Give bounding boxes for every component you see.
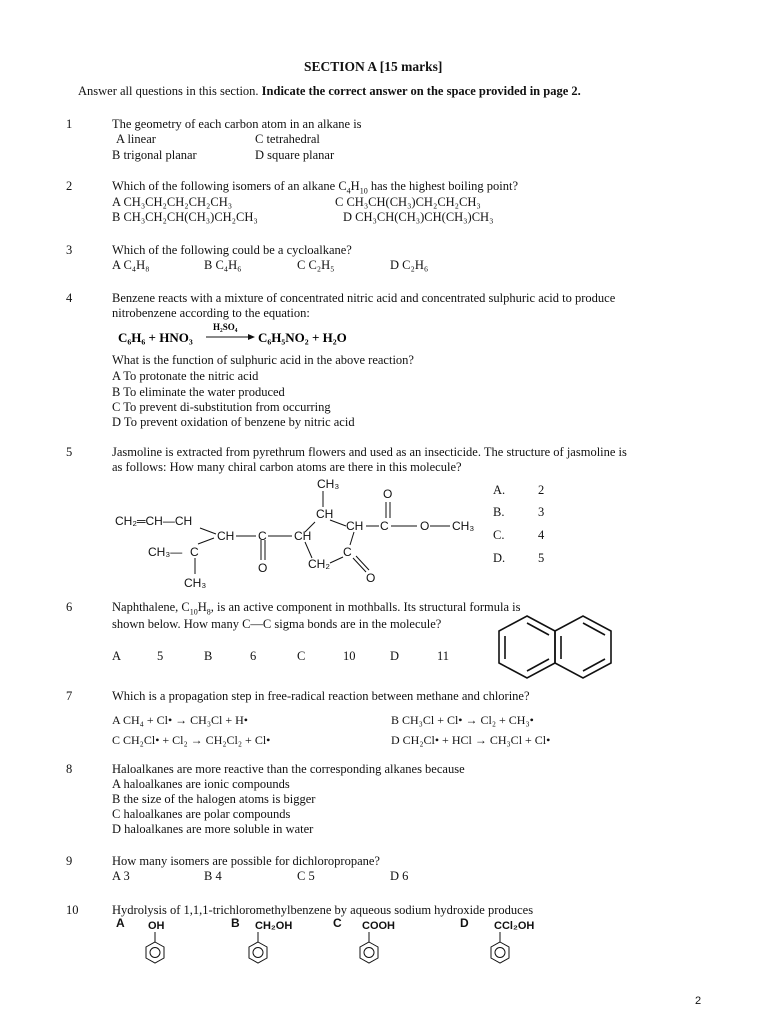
- option-b-value: 6: [250, 649, 257, 663]
- svg-text:C₆H₆ + HNO₃: C₆H₆ + HNO₃: [118, 330, 193, 345]
- question-number: 9: [66, 854, 73, 868]
- option-a: A To protonate the nitric acid: [112, 369, 259, 383]
- option-c: C CH₃CH(CH₃)CH₂CH₂CH₃: [335, 195, 481, 209]
- option-b: B CH₃Cl + Cl• → Cl₂ + CH₃•: [391, 713, 534, 727]
- option-d: D: [390, 649, 400, 663]
- option-value: 2: [538, 483, 545, 497]
- option-label: C.: [493, 528, 505, 542]
- label-ch3-bottom: CH₃: [184, 576, 207, 590]
- section-title: SECTION A [15 marks]: [304, 59, 443, 74]
- naphthalene-structure: [496, 612, 620, 684]
- option-value: 4: [538, 528, 545, 542]
- benzene-ring-a: [146, 932, 164, 963]
- page-number: 2: [695, 995, 702, 1007]
- question-text: Haloalkanes are more reactive than the corresponding alkanes because: [112, 762, 465, 776]
- question-number: 7: [66, 689, 73, 703]
- section-instruction: Answer all questions in this section. Indicate the correct answer on the space provided in page 2.: [78, 84, 581, 98]
- option-b: B To eliminate the water produced: [112, 385, 285, 399]
- question-number: 3: [66, 243, 73, 257]
- label-ch: CH: [316, 507, 334, 521]
- reaction-equation: [118, 320, 378, 350]
- label-chain: CH₂═CH—CH: [115, 514, 193, 528]
- option-value: 5: [538, 551, 545, 565]
- option-d: D To prevent oxidation of benzene by nitric acid: [112, 415, 355, 429]
- label-o-ester: O: [420, 519, 430, 533]
- option-b: B CH₃CH₂CH(CH₃)CH₂CH₃: [112, 210, 258, 224]
- question-number: 4: [66, 291, 73, 305]
- question-text: The geometry of each carbon atom in an alkane is: [112, 117, 362, 131]
- label-o-bottom: O: [258, 561, 268, 575]
- label-o-top: O: [383, 487, 393, 501]
- option-b-label: B: [231, 916, 240, 930]
- option-d: D square planar: [255, 148, 335, 162]
- option-b: B the size of the halogen atoms is bigger: [112, 792, 316, 806]
- label-c-ring: C: [343, 545, 352, 559]
- question-subtext: What is the function of sulphuric acid in the above reaction?: [112, 353, 414, 367]
- option-b: B: [204, 649, 213, 663]
- jasmoline-structure: [110, 474, 490, 594]
- option-a-group: OH: [148, 920, 165, 932]
- option-b: B trigonal planar: [112, 148, 197, 162]
- option-a: A C₄H₈: [112, 258, 150, 272]
- question-text: Jasmoline is extracted from pyrethrum flowers and used as an insecticide. The structure of jasmoline is: [112, 445, 627, 459]
- benzene-ring-b: [249, 932, 267, 963]
- label-ch-right: CH: [346, 519, 364, 533]
- option-d: D C₂H₆: [390, 258, 429, 272]
- question-text-cont: as follows: How many chiral carbon atoms are there in this molecule?: [112, 460, 462, 474]
- option-a: A 3: [112, 869, 130, 883]
- label-o-ring: O: [366, 571, 376, 585]
- option-c: C C₂H₅: [297, 258, 335, 272]
- option-d: D CH₂Cl• + HCl → CH₃Cl + Cl•: [391, 733, 551, 747]
- question-number: 6: [66, 600, 73, 614]
- benzene-ring-d: [491, 932, 509, 963]
- option-a: A CH₃CH₂CH₂CH₂CH₃: [112, 195, 233, 209]
- option-label: D.: [493, 551, 506, 565]
- question-text: How many isomers are possible for dichloropropane?: [112, 854, 380, 868]
- question-text: Which is a propagation step in free-radical reaction between methane and chlorine?: [112, 689, 530, 703]
- option-value: 3: [538, 505, 545, 519]
- question-text: Naphthalene, $C_{10}H_8$, is an active component in mothballs. Its structural formula is: [112, 600, 521, 617]
- benzene-ring-c: [360, 932, 378, 963]
- option-d: D haloalkanes are more soluble in water: [112, 822, 314, 836]
- option-a: A haloalkanes are ionic compounds: [112, 777, 290, 791]
- option-c-group: COOH: [362, 920, 395, 932]
- option-a-value: 5: [157, 649, 164, 663]
- label-c-ester: C: [380, 519, 389, 533]
- question-text: Hydrolysis of 1,1,1-trichloromethylbenzene by aqueous sodium hydroxide produces: [112, 903, 534, 917]
- label-ch3-top: CH₃: [317, 477, 340, 491]
- question-text-cont: shown below. How many C—C sigma bonds are in the molecule?: [112, 617, 442, 631]
- label-ch3-left: CH₃—: [148, 545, 183, 559]
- question-text: Benzene reacts with a mixture of concentrated nitric acid and concentrated sulphuric acid to produce: [112, 291, 616, 305]
- question-number: 1: [66, 117, 73, 131]
- option-b-group: CH₂OH: [255, 920, 293, 932]
- option-d-label: D: [460, 916, 469, 930]
- option-label: A.: [493, 483, 506, 497]
- option-c-label: C: [333, 916, 342, 930]
- question-text: Which of the following could be a cycloalkane?: [112, 243, 352, 257]
- option-c-value: 10: [343, 649, 356, 663]
- option-a: A: [112, 649, 122, 663]
- q10-options: [110, 914, 560, 974]
- label-c1: C: [258, 529, 267, 543]
- svg-text:H₂SO₄: H₂SO₄: [213, 322, 238, 332]
- question-text-cont: nitrobenzene according to the equation:: [112, 306, 310, 320]
- option-a: A linear: [116, 132, 156, 146]
- question-number: 8: [66, 762, 73, 776]
- option-d-value: 11: [437, 649, 450, 663]
- option-c: C 5: [297, 869, 315, 883]
- question-number: 10: [66, 903, 79, 917]
- option-c: C CH₂Cl• + Cl₂ → CH₂Cl₂ + Cl•: [112, 733, 271, 747]
- option-c: C haloalkanes are polar compounds: [112, 807, 291, 821]
- label-c-left: C: [190, 545, 199, 559]
- label-ch-ring-2: CH: [294, 529, 312, 543]
- option-b: B C₄H₆: [204, 258, 242, 272]
- svg-text:C₆H₅NO₂ + H₂O: C₆H₅NO₂ + H₂O: [258, 330, 347, 345]
- option-c: C: [297, 649, 306, 663]
- option-b: B 4: [204, 869, 222, 883]
- question-number: 5: [66, 445, 73, 459]
- option-c: C tetrahedral: [255, 132, 320, 146]
- question-text: Which of the following isomers of an alkane $C_4H_{10}$ has the highest boiling point?: [112, 179, 519, 196]
- question-number: 2: [66, 179, 73, 193]
- label-ch2: CH₂: [308, 557, 330, 571]
- option-d-group: CCl₂OH: [494, 920, 535, 932]
- option-c: C To prevent di-substitution from occurring: [112, 400, 331, 414]
- option-d: D CH₃CH(CH₃)CH(CH₃)CH₃: [343, 210, 494, 224]
- option-a: A CH₄ + Cl• → CH₃Cl + H•: [112, 713, 248, 727]
- option-a-label: A: [116, 916, 125, 930]
- option-d: D 6: [390, 869, 409, 883]
- label-ch-ring: CH: [217, 529, 235, 543]
- option-label: B.: [493, 505, 505, 519]
- label-ch3-ester: CH₃: [452, 519, 475, 533]
